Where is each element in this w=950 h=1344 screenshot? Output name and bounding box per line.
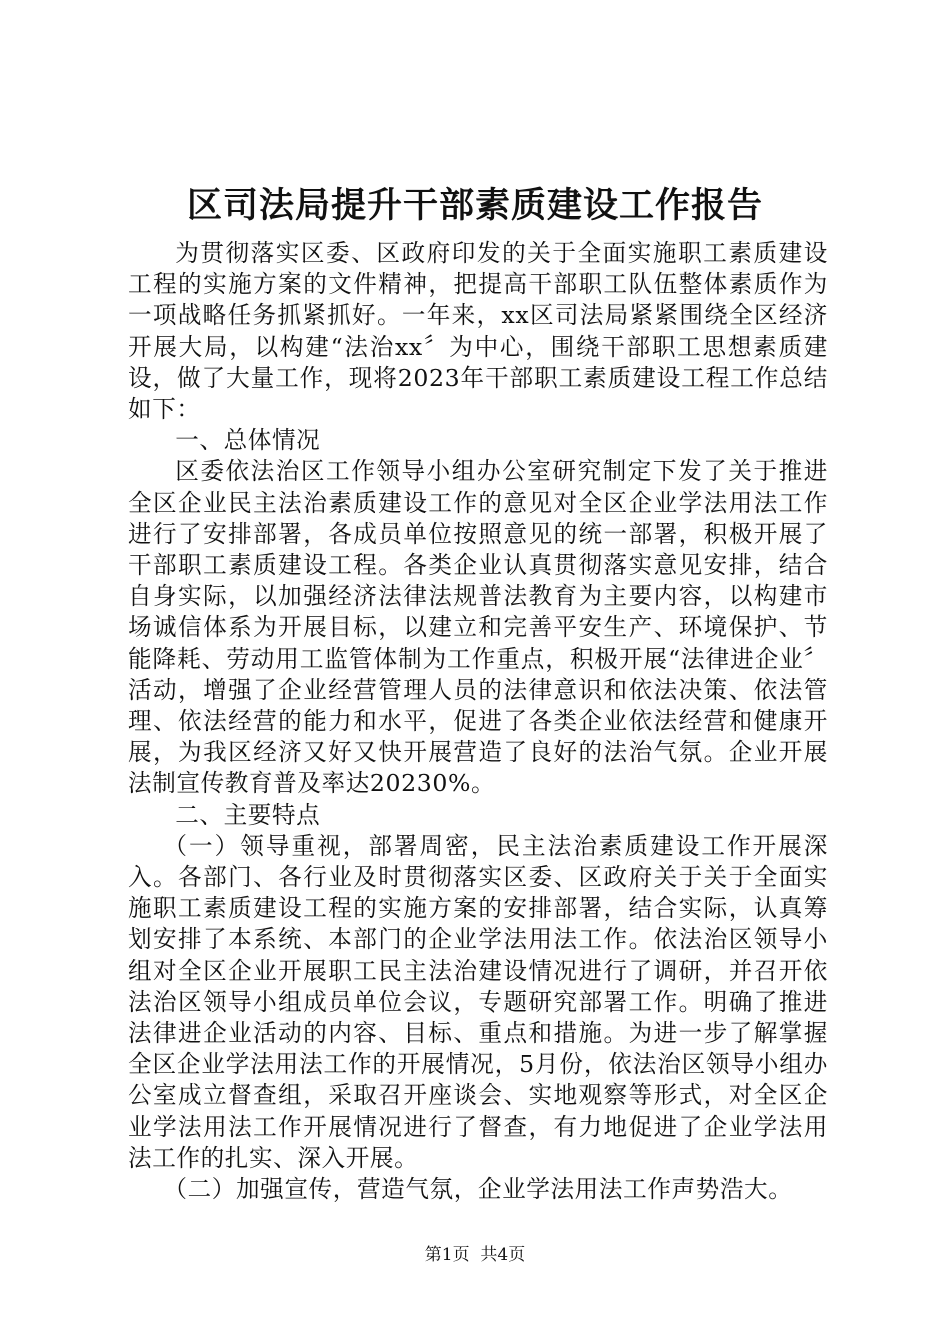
section-heading-overview: 一、总体情况 <box>175 426 321 455</box>
feature-paragraph-2: （二）加强宣传，营造气氛，企业学法用法工作声势浩大。 <box>163 1175 793 1204</box>
page-number: 第1页 <box>424 1245 470 1265</box>
overview-paragraph: 区委依法治区工作领导小组办公室研究制定下发了关于推进全区企业民主法治素质建设工作的意见对全区企业学法用法工作进行了安排部署，各成员单位按照意见的统一部署，积极开展了干部职工素质建设工程。各类企业认真贯彻落实意见安排，结合自身实际，以加强经济法律法规普法教育为主要内容，以构建市场诚信体系为开展目标，以建立和完善平安生产、环境保护、节能降耗、劳动用工监管体制为工作重点，积极开展“法律进企业〞活动，增强了企业经营管理人员的法律意识和依法决策、依法管理、依法经营的能力和水平，促进了各类企业依法经营和健康开展，为我区经济又好又快开展营造了良好的法治气氛。企业开展法制宣传教育普及率达20230%。 <box>128 457 828 798</box>
document-body <box>128 238 828 1205</box>
document-title: 区司法局提升干部素质建设工作报告 <box>186 185 763 226</box>
section-heading-features: 二、主要特点 <box>175 800 321 829</box>
feature-paragraph-1: （一）领导重视，部署周密，民主法治素质建设工作开展深入。各部门、各行业及时贯彻落实区委、区政府关于关于全面实施职工素质建设工程的实施方案的安排部署，结合实际，认真筹划安排了本系统、本部门的企业学法用法工作。依法治区领导小组对全区企业开展职工民主法治建设情况进行了调研，并召开依法治区领导小组成员单位会议，专题研究部署工作。明确了推进法律进企业活动的内容、目标、重点和措施。为进一步了解掌握全区企业学法用法工作的开展情况，5月份，依法治区领导小组办公室成立督查组，采取召开座谈会、实地观察等形式，对全区企业学法用法工作开展情况进行了督查，有力地促进了企业学法用法工作的扎实、深入开展。 <box>128 831 828 1172</box>
intro-paragraph: 为贯彻落实区委、区政府印发的关于全面实施职工素质建设工程的实施方案的文件精神，把提高干部职工队伍整体素质作为一项战略任务抓紧抓好。一年来，xx区司法局紧紧围绕全区经济开展大局，以构建“法治xx〞为中心，围绕干部职工思想素质建设，做了大量工作，现将2023年干部职工素质建设工程工作总结如下： <box>128 239 828 424</box>
page-total: 共4页 <box>480 1245 526 1265</box>
page-footer <box>0 1243 950 1267</box>
